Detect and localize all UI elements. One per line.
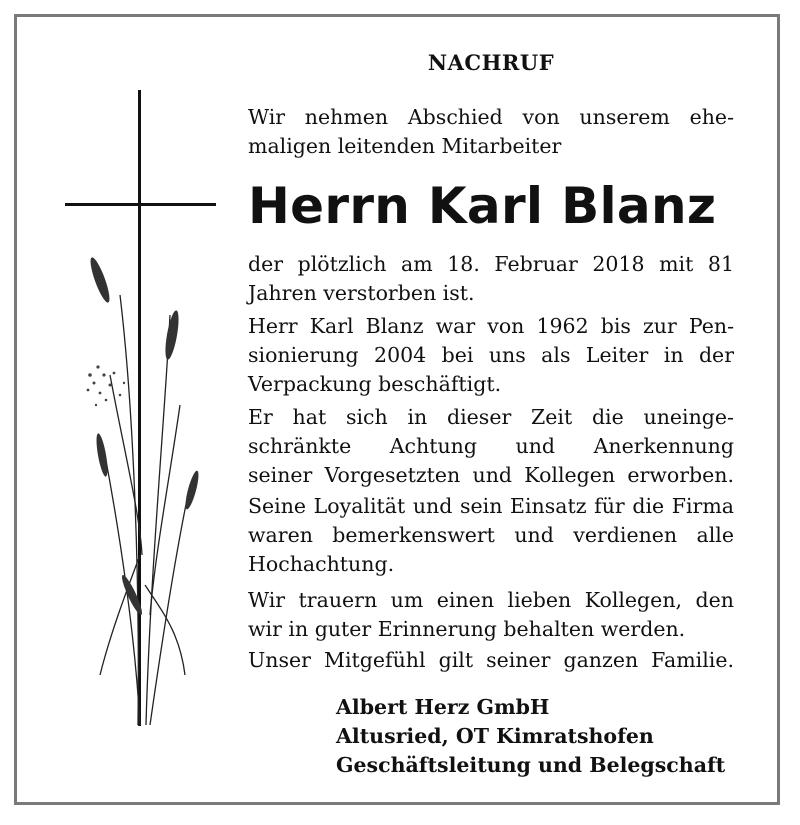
paragraph-line: Jahren verstorben ist. (248, 281, 475, 305)
signatories: Geschäftsleitung und Belegschaft (336, 753, 726, 777)
intro-line: Wir nehmen Abschied von unserem ehe- (248, 105, 734, 129)
notice-heading: NACHRUF (427, 50, 555, 75)
cross-icon-bar (65, 203, 216, 206)
company-name: Albert Herz GmbH (336, 695, 550, 719)
intro-text (248, 103, 734, 161)
paragraph-line: Wir trauern um einen lieben Kollegen, den (248, 588, 734, 612)
paragraph-line: der plötzlich am 18. Februar 2018 mit 81 (248, 252, 734, 276)
signature-block (336, 693, 725, 780)
paragraph-line: seiner Vorgesetzten und Kollegen erworben. (248, 463, 734, 487)
paragraph-line: sionierung 2004 bei uns als Leiter in der (248, 343, 734, 367)
paragraph-line: Unser Mitgefühl gilt seiner ganzen Familie. (248, 648, 734, 672)
paragraph-line: Herr Karl Blanz war von 1962 bis zur Pen- (248, 314, 734, 338)
intro-line: maligen leitenden Mitarbeiter (248, 134, 562, 158)
paragraph-4 (248, 492, 734, 579)
deceased-name: Herrn Karl Blanz (248, 177, 717, 235)
paragraph-line: Hochachtung. (248, 552, 395, 576)
paragraph-line: schränkte Achtung und Anerkennung (248, 434, 734, 458)
paragraph-line: waren bemerkenswert und verdienen alle (248, 523, 734, 547)
wheat-icon (80, 255, 210, 725)
paragraph-3 (248, 403, 734, 490)
paragraph-2 (248, 312, 734, 399)
paragraph-line: wir in guter Erinnerung behalten werden. (248, 617, 686, 641)
paragraph-line: Seine Loyalität und sein Einsatz für die Firma (248, 494, 734, 518)
paragraph-line: Verpackung beschäftigt. (248, 372, 502, 396)
paragraph-5 (248, 586, 734, 644)
paragraph-6 (248, 646, 734, 675)
company-location: Altusried, OT Kimratshofen (336, 724, 654, 748)
paragraph-line: Er hat sich in dieser Zeit die uneinge- (248, 405, 734, 429)
paragraph-1 (248, 250, 734, 308)
